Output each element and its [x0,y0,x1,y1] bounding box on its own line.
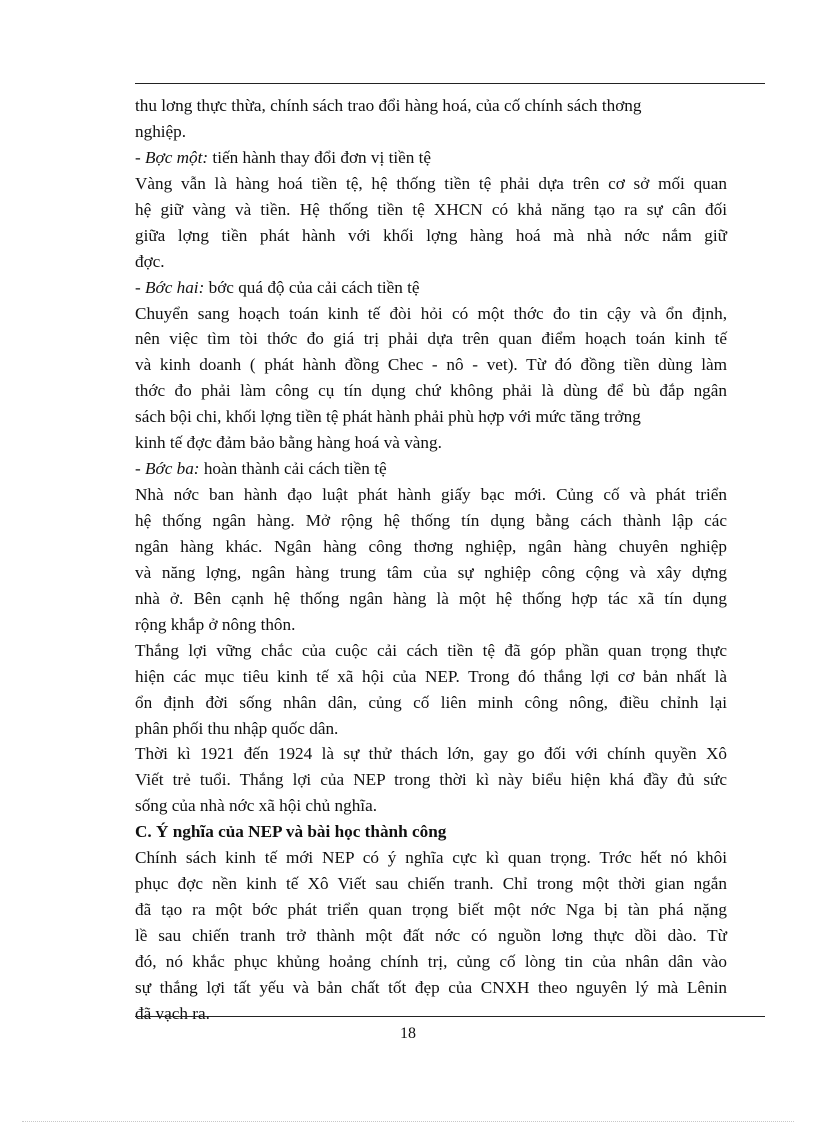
text-line [135,612,727,638]
text-line [135,767,727,793]
text-line [135,534,727,560]
text-line [135,249,727,275]
line-text: sách bội chi, khối lợng tiền tệ phát hành phải phù hợp với mức tăng trởng [135,407,641,427]
text-line [135,923,727,949]
text-line [135,586,727,612]
line-text: bớc quá độ của cải cách tiền tệ [204,277,420,297]
line-text: phục đợc nền kinh tế Xô Viết sau chiến tranh. Chỉ trong một thời gian ngắn [135,874,727,894]
line-text: giữa lợng tiền phát hành với khối lợng hàng hoá mà nhà nớc nắm giữ [135,225,727,245]
step-label: - Bợc một: [135,147,209,167]
text-line [135,716,727,742]
text-line [135,638,727,664]
footer-rule [135,1016,765,1017]
page-number: 18 [400,1025,416,1042]
line-text: nên việc tìm tòi thớc đo giá trị phải dựa trên quan điểm hoạch toán kinh tế [135,329,727,349]
line-text: lề sau chiến tranh trở thành một đất nớc có nguồn lơng thực dồi dào. Từ [135,926,727,945]
text-line [135,352,727,378]
text-line [135,378,727,404]
line-text: rộng khắp ở nông thôn. [135,614,296,634]
step-label: - Bớc ba: [135,459,200,479]
line-text: Viết trẻ tuổi. Thắng lợi của NEP trong thời kì này biểu hiện khá đầy đủ sức [135,770,727,790]
step-label: - Bớc hai: [135,277,205,297]
line-text: hệ giữ vàng và tiền. Hệ thống tiền tệ XHCN có khả năng tạo ra sự cân đối [135,199,727,219]
line-text: Nhà nớc ban hành đạo luật phát hành giấy bạc mới. Củng cố và phát triển [135,485,727,505]
line-text: Chính sách kinh tế mới NEP có ý nghĩa cực kì quan trọng. Trớc hết nó khôi [135,848,727,868]
line-text: đó, nó khắc phục khủng hoảng chính trị, củng cố lòng tin của nhân dân vào [135,951,727,971]
text-line [135,119,727,145]
line-text: Thắng lợi vững chắc của cuộc cải cách tiền tệ đã góp phần quan trọng thực [135,640,727,660]
header-rule [135,83,765,84]
page-boundary [22,1121,794,1122]
text-line [135,326,727,352]
line-text: ngân hàng khác. Ngân hàng công thơng nghiệp, ngân hàng chuyên nghiệp [135,536,727,556]
line-text: Thời kì 1921 đến 1924 là sự thử thách lớn, gay go đối với chính quyền Xô [135,744,727,764]
text-line [135,741,727,767]
text-line [135,871,727,897]
line-text: nhà ở. Bên cạnh hệ thống ngân hàng là một hệ thống hợp tác xã tín dụng [135,588,727,608]
text-line [135,664,727,690]
text-line [135,171,727,197]
line-text: sống của nhà nớc xã hội chủ nghĩa. [135,796,378,816]
text-line [135,949,727,975]
line-text: phân phối thu nhập quốc dân. [135,718,339,738]
line-text: ổn định đời sống nhân dân, củng cố liên minh công nông, điều chỉnh lại [135,692,727,712]
text-line [135,793,727,819]
line-text: C. Ý nghĩa của NEP và bài học thành công [135,822,447,842]
line-text: hệ thống ngân hàng. Mở rộng hệ thống tín dụng bằng cách thành lập các [135,511,727,530]
line-text: Chuyển sang hoạch toán kinh tế đòi hỏi có một thớc đo tin cậy và ổn định, [135,303,727,323]
text-line [135,482,727,508]
text-line [135,197,727,223]
line-text: tiến hành thay đổi đơn vị tiền tệ [208,147,432,167]
text-line [135,430,727,456]
text-line [135,275,727,301]
line-text: thớc đo phải làm công cụ tín dụng chứ không phải là dùng để bù đắp ngân [135,381,727,401]
line-text: nghiệp. [135,121,187,141]
text-line [135,93,727,119]
section-heading [135,819,727,845]
line-text: thu lơng thực thừa, chính sách trao đổi hàng hoá, của cố chính sách thơng [135,96,642,115]
text-line [135,690,727,716]
line-text: hiện các mục tiêu kinh tế xã hội của NEP. Trong đó thắng lợi cơ bản nhất là [135,666,727,686]
line-text: và kinh doanh ( phát hành đồng Chec - nô - vet). Từ đó đồng tiền dùng làm [135,355,727,375]
text-line [135,508,727,534]
text-line [135,223,727,249]
text-line [135,845,727,871]
text-line [135,301,727,327]
line-text: sự thắng lợi tất yếu và bản chất tốt đẹp của CNXH theo nguyên lý mà Lênin [135,977,727,997]
text-line [135,145,727,171]
line-text: hoàn thành cải cách tiền tệ [199,459,387,479]
text-line [135,1001,727,1027]
text-line [135,404,727,430]
line-text: kinh tế đợc đảm bảo bằng hàng hoá và vàng. [135,433,442,453]
line-text: Vàng vẫn là hàng hoá tiền tệ, hệ thống tiền tệ phải dựa trên cơ sở mối quan [135,173,727,193]
body-text [135,93,727,1027]
text-line [135,560,727,586]
line-text: đã tạo ra một bớc phát triển quan trọng biết một nớc Nga bị tàn phá nặng [135,900,727,920]
text-line [135,975,727,1001]
line-text: đã vạch ra. [135,1003,210,1023]
text-line [135,456,727,482]
line-text: đợc. [135,251,165,271]
line-text: và năng lợng, ngân hàng trung tâm của sự nghiệp công cộng và xây dựng [135,562,727,582]
text-line [135,897,727,923]
